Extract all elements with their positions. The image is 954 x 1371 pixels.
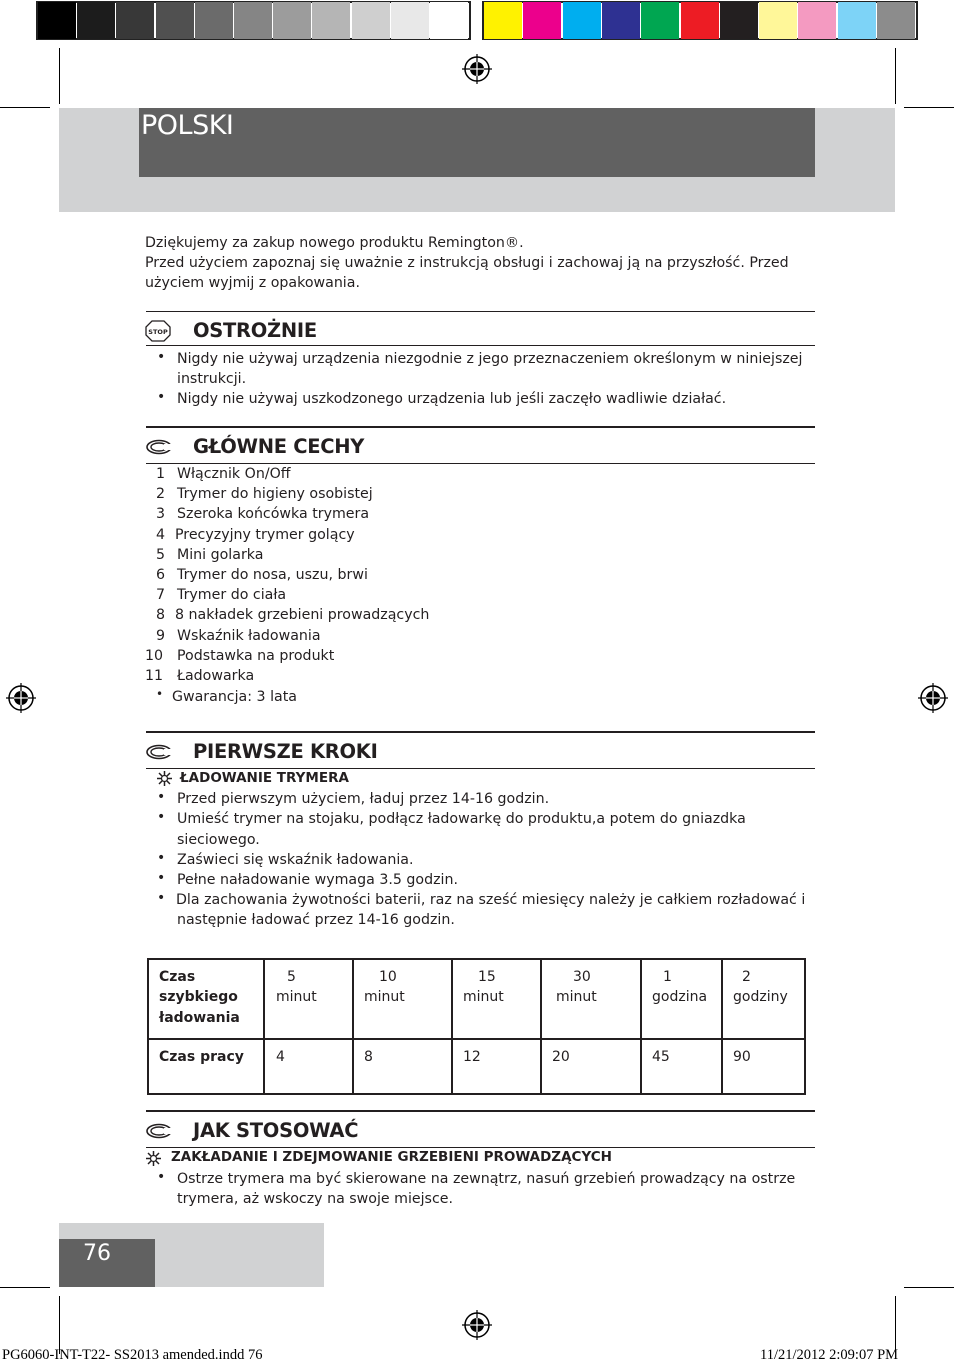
bullet: • (157, 890, 166, 906)
use-item-1-line-2: trymera, aż wskoczy na swoje miejsce. (177, 1191, 453, 1207)
feature-number: 2 (156, 486, 166, 503)
page-number: 76 (83, 1241, 111, 1266)
footer-timestamp: 11/21/2012 2:09:07 PM (760, 1347, 899, 1363)
bullet: • (157, 1169, 166, 1185)
crop-mark (904, 107, 954, 108)
table-row-header: szybkiego (159, 989, 238, 1005)
feature-label: Precyzyjny trymer golący (175, 526, 355, 543)
gray-swatch (234, 2, 272, 39)
section-divider (146, 731, 815, 733)
feature-label: Podstawka na produkt (177, 647, 335, 664)
table-cell: 8 (364, 1049, 373, 1065)
table-cell: 5 (287, 969, 296, 985)
feature-label: 8 nakładek grzebieni prowadzących (175, 607, 430, 624)
table-cell: 10 (379, 969, 397, 985)
feature-number: 7 (156, 587, 166, 604)
subsection-title-combs: ZAKŁADANIE I ZDEJMOWANIE GRZEBIENI PROWADZĄCYCH (171, 1149, 612, 1165)
table-divider (352, 958, 354, 1095)
feature-number: 1 (156, 466, 166, 482)
bullet: • (156, 687, 164, 701)
start-item-1: Przed pierwszym użyciem, ładuj przez 14-16 godzin. (177, 791, 550, 807)
table-divider (451, 958, 453, 1095)
table-cell: 45 (652, 1049, 670, 1065)
gray-swatch (195, 2, 233, 39)
start-item-2-line-2: sieciowego. (177, 832, 260, 848)
intro-line-2: Przed użyciem zapoznaj się uważnie z instrukcją obsługi i zachowaj ją na przyszłość. Przed (145, 255, 789, 271)
feature-number: 4 (156, 526, 166, 543)
table-cell: minut (556, 989, 597, 1005)
registration-mark-icon (462, 54, 492, 84)
bullet: • (157, 349, 166, 365)
table-cell: godziny (733, 989, 788, 1005)
feature-label: Szeroka końcówka trymera (177, 506, 370, 523)
gray-swatch (156, 2, 194, 39)
gray-swatch (77, 2, 115, 39)
section-divider (146, 311, 815, 312)
color-swatch (838, 2, 876, 39)
crop-mark (59, 1296, 60, 1354)
section-title-how-to-use: JAK STOSOWAĆ (193, 1119, 359, 1142)
table-divider (540, 958, 542, 1095)
caution-item-1-line-1: Nigdy nie używaj urządzenia niezgodnie z jego przeznaczeniem określonym w niniejszej (177, 351, 803, 367)
warranty-text: Gwarancja: 3 lata (172, 689, 297, 705)
section-divider (146, 1147, 815, 1148)
feature-label: Wskaźnik ładowania (177, 627, 321, 644)
table-cell: minut (463, 989, 504, 1005)
page-title: POLSKI (141, 110, 234, 141)
crop-mark (904, 1287, 954, 1288)
color-swatch (798, 2, 836, 39)
feature-label: Trymer do ciała (177, 587, 287, 604)
section-divider (146, 768, 815, 769)
color-swatch (602, 2, 640, 39)
intro-line-1: Dziękujemy za zakup nowego produktu Remington®. (145, 235, 524, 251)
crop-mark (895, 1296, 896, 1354)
table-row-header: ładowania (159, 1010, 240, 1026)
gray-swatch (352, 2, 390, 39)
feature-number: 9 (156, 627, 166, 644)
use-item-1-line-1: Ostrze trymera ma być skierowane na zewnątrz, nasuń grzebień prowadzący na ostrze (177, 1171, 796, 1187)
table-cell: 20 (552, 1049, 570, 1065)
color-swatch (523, 2, 561, 39)
bullet: • (157, 870, 166, 886)
color-swatch (877, 2, 915, 39)
registration-mark-icon (6, 683, 36, 713)
registration-mark-icon (918, 683, 948, 713)
color-swatch (641, 2, 679, 39)
header-banner (139, 108, 815, 177)
feature-label: Mini golarka (177, 546, 264, 563)
table-cell: 2 (742, 969, 751, 985)
bullet: • (157, 789, 166, 805)
gray-swatch (391, 2, 429, 39)
c-icon (146, 1123, 172, 1139)
section-title-caution: OSTROŻNIE (193, 319, 317, 342)
color-swatch (759, 2, 797, 39)
color-swatch (563, 2, 601, 39)
section-title-features: GŁÓWNE CECHY (193, 435, 365, 458)
feature-number: 8 (156, 607, 166, 624)
start-item-5-line-1: Dla zachowania żywotności baterii, raz na sześć miesięcy należy je całkiem rozładować i (176, 892, 806, 908)
gray-swatch (116, 2, 154, 39)
section-title-getting-started: PIERWSZE KROKI (193, 740, 378, 763)
table-cell: godzina (652, 989, 708, 1005)
feature-number: 11 (145, 668, 164, 684)
bullet: • (157, 809, 166, 825)
table-cell: 1 (663, 969, 672, 985)
feature-label: Trymer do nosa, uszu, brwi (177, 567, 368, 583)
feature-number: 5 (156, 546, 166, 563)
caution-item-1-line-2: instrukcji. (177, 371, 247, 387)
table-divider (147, 1038, 806, 1040)
subsection-title-charging: ŁADOWANIE TRYMERA (180, 770, 349, 786)
table-cell: 30 (573, 969, 591, 985)
table-divider (263, 958, 265, 1095)
svg-text:STOP: STOP (148, 328, 168, 336)
start-item-3: Zaświeci się wskaźnik ładowania. (177, 852, 414, 868)
feature-label: Ładowarka (177, 668, 255, 684)
color-swatch (720, 2, 758, 39)
color-swatch (681, 2, 719, 39)
table-cell: 90 (733, 1049, 751, 1065)
bullet: • (157, 850, 166, 866)
section-divider (146, 426, 815, 428)
start-item-2-line-1: Umieść trymer na stojaku, podłącz ładowarkę do produktu,a potem do gniazdka (177, 811, 746, 827)
crop-mark (59, 48, 60, 104)
stop-icon (145, 320, 171, 342)
c-icon (146, 439, 172, 455)
table-cell: 4 (276, 1049, 285, 1065)
feature-label: Trymer do higieny osobistej (177, 486, 373, 503)
c-icon (146, 744, 172, 760)
charging-table (147, 958, 806, 1095)
star-icon (157, 771, 172, 786)
crop-mark (0, 107, 50, 108)
start-item-5-line-2: następnie ładować przez 14-16 godzin. (177, 912, 455, 928)
gray-swatch (38, 2, 76, 39)
color-swatch (484, 2, 522, 39)
star-icon (146, 1151, 161, 1166)
feature-label: Włącznik On/Off (177, 466, 291, 482)
table-divider (721, 958, 723, 1095)
feature-number: 6 (156, 567, 166, 583)
feature-number: 3 (156, 506, 166, 523)
intro-line-3: użyciem wyjmij z opakowania. (145, 275, 360, 291)
gray-swatch (312, 2, 350, 39)
crop-mark (895, 48, 896, 104)
table-cell: minut (276, 989, 317, 1005)
bullet: • (157, 389, 166, 405)
caution-item-2: Nigdy nie używaj uszkodzonego urządzenia lub jeśli zaczęło wadliwie działać. (177, 391, 727, 407)
feature-number: 10 (145, 647, 164, 664)
gray-swatch (430, 2, 468, 39)
table-divider (640, 958, 642, 1095)
section-divider (146, 345, 815, 346)
table-cell: 15 (478, 969, 496, 985)
table-row-header: Czas pracy (159, 1049, 244, 1065)
section-divider (146, 1110, 815, 1112)
table-cell: minut (364, 989, 405, 1005)
gray-swatch (273, 2, 311, 39)
registration-mark-icon (462, 1310, 492, 1340)
table-cell: 12 (463, 1049, 481, 1065)
footer-file-info: PG6060-INT-T22- SS2013 amended.indd 76 (2, 1347, 263, 1363)
table-row-header: Czas (159, 969, 196, 985)
start-item-4: Pełne naładowanie wymaga 3.5 godzin. (177, 872, 458, 888)
crop-mark (0, 1287, 50, 1288)
